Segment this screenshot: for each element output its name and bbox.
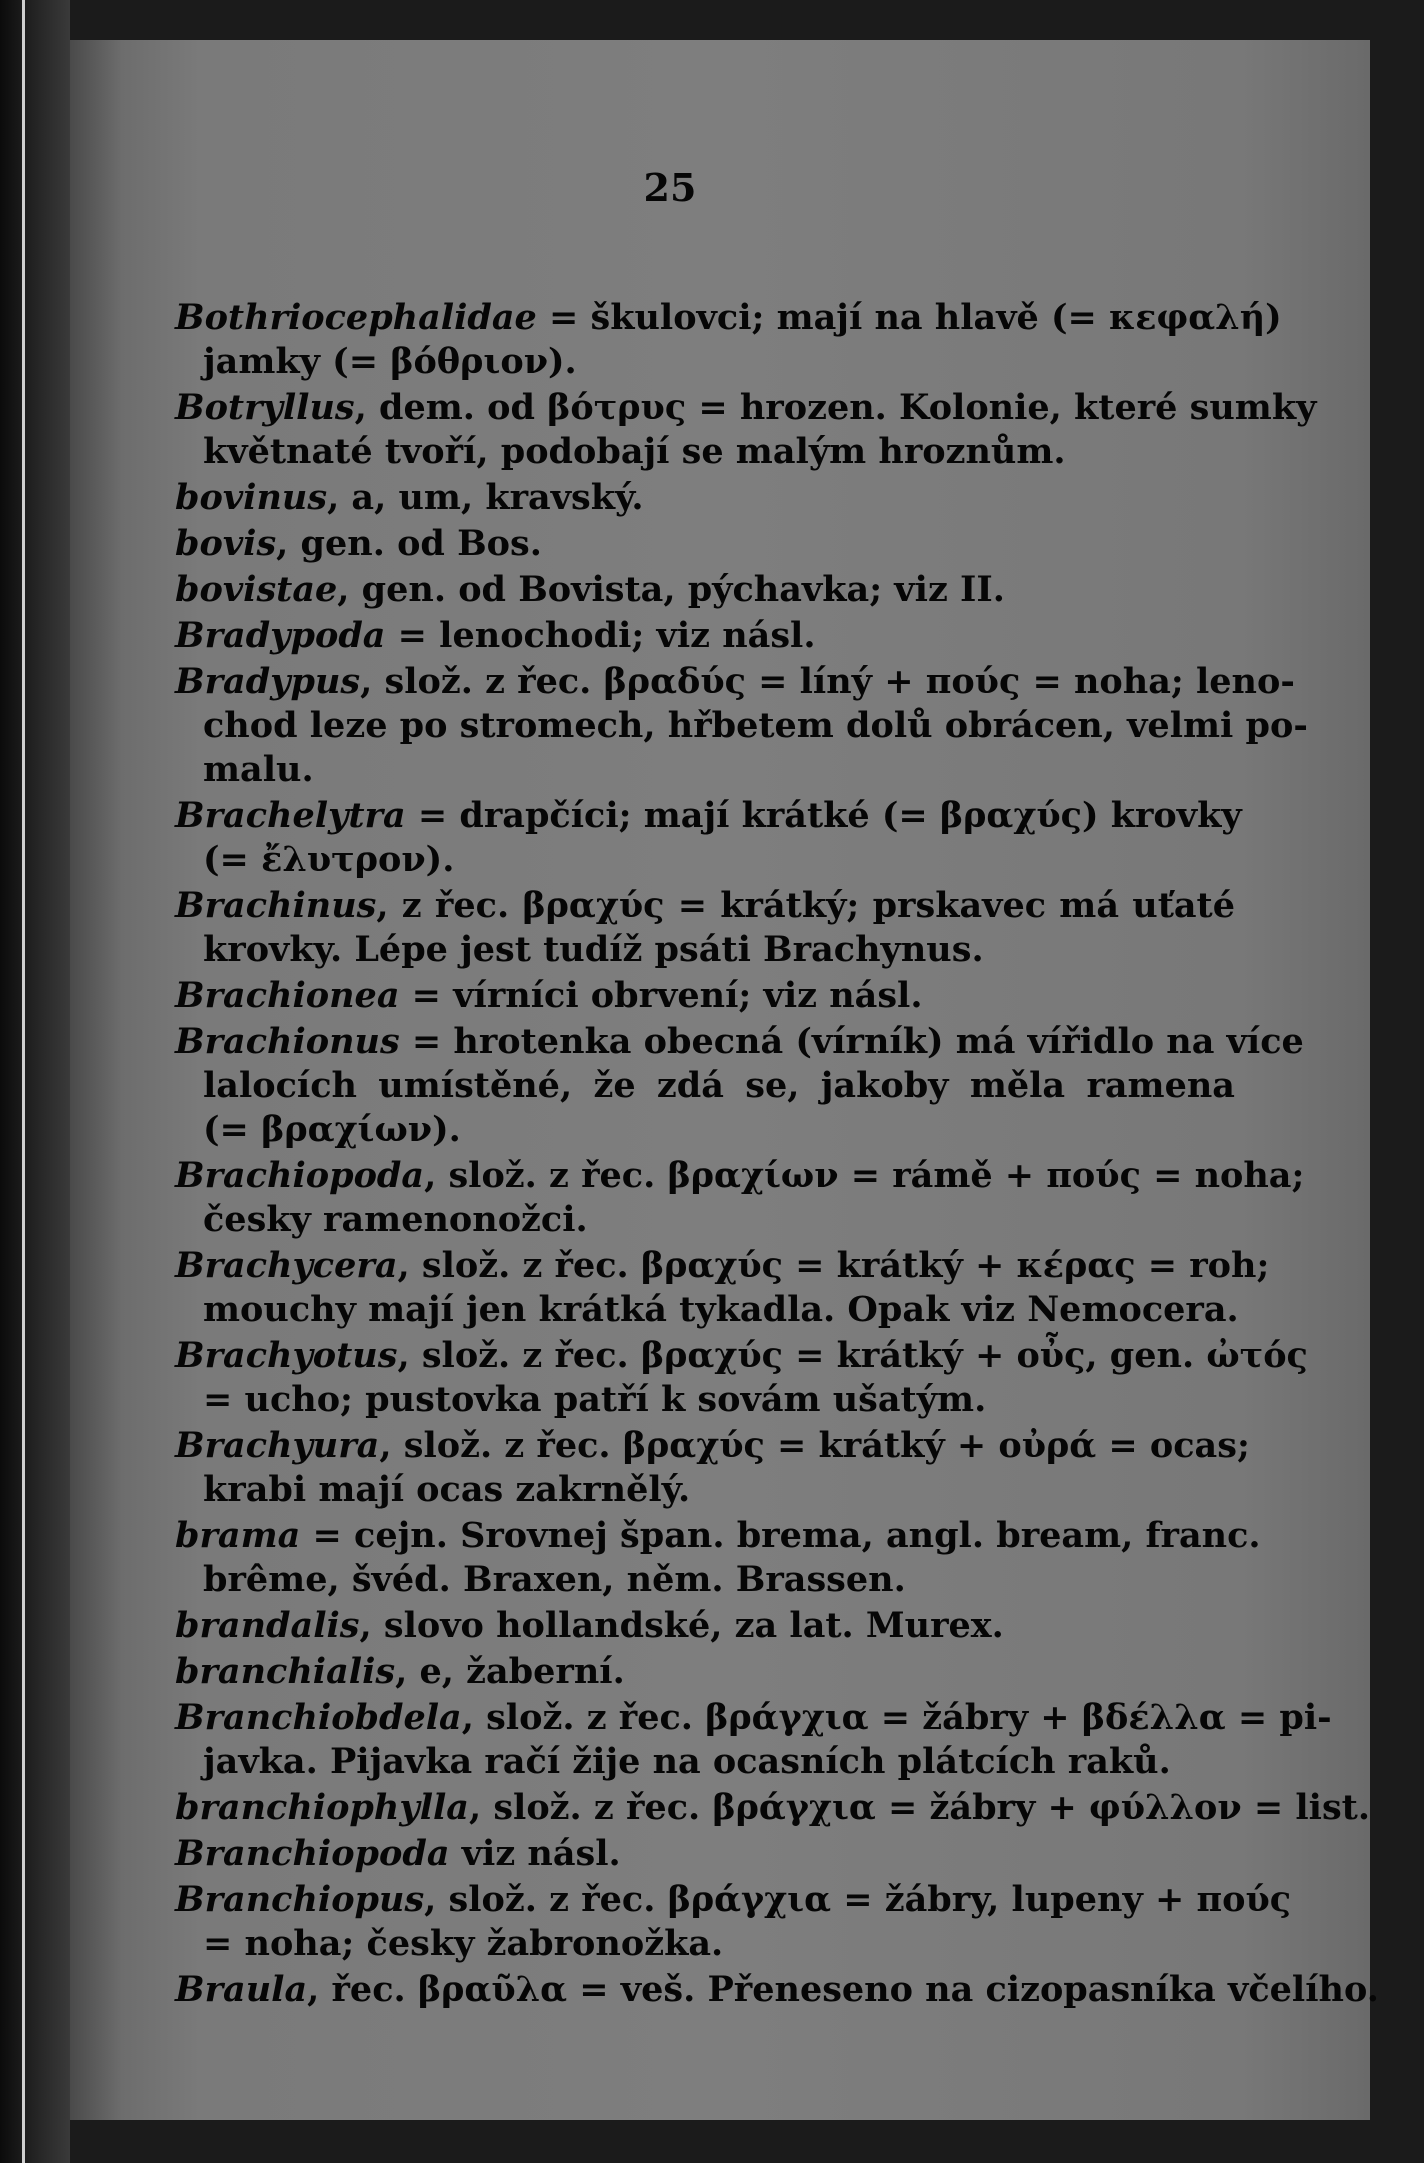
- entry-line: bovinus, a, um, kravský.: [175, 477, 644, 518]
- entry-line: Brachyotus, slož. z řec. βραχύς = krátký + οὖς, gen. ὠτός: [175, 1335, 1308, 1376]
- entry-line: Braula, řec. βραῦλα = veš. Přeneseno na cizopasníka včelího.: [175, 1969, 1379, 2010]
- dictionary-entry: [175, 1696, 1332, 1784]
- dictionary-entry: [175, 974, 1235, 1018]
- entry-headword: Bradypoda: [175, 615, 386, 656]
- dictionary-entry: [175, 1424, 1250, 1512]
- entry-line: Bradypus, slož. z řec. βραδύς = líný + πούς = noha; leno-: [175, 661, 1295, 702]
- entry-headword: brama: [175, 1515, 301, 1556]
- entry-headword: Brachelytra: [175, 795, 406, 836]
- dictionary-entry: [175, 1650, 1235, 1694]
- entry-line: Brachiopoda, slož. z řec. βραχίων = rámě + πούς = noha;: [175, 1155, 1305, 1196]
- dictionary-entry: [175, 1154, 1305, 1242]
- book-spine: [0, 0, 70, 2163]
- entry-headword: Bradypus: [175, 661, 361, 702]
- entry-line: Branchiobdela, slož. z řec. βράγχια = žábry + βδέλλα = pi-: [175, 1697, 1332, 1738]
- entry-line: = noha; česky žabronožka.: [203, 1923, 724, 1964]
- entry-line: branchialis, e, žaberní.: [175, 1651, 625, 1692]
- dictionary-entry: [175, 1334, 1308, 1422]
- entry-line: Bothriocephalidae = škulovci; mají na hlavě (= κεφαλή): [175, 297, 1282, 338]
- entry-headword: Bothriocephalidae: [175, 297, 537, 338]
- entry-line: brême, švéd. Braxen, něm. Brassen.: [203, 1559, 906, 1600]
- entry-headword: Brachiopoda: [175, 1155, 425, 1196]
- entry-headword: Branchiobdela: [175, 1697, 462, 1738]
- entry-line: malu.: [203, 749, 314, 790]
- entry-line: Botryllus, dem. od βότρυς = hrozen. Kolonie, které sumky: [175, 387, 1317, 428]
- entry-headword: Brachionea: [175, 975, 400, 1016]
- entry-headword: branchiophylla: [175, 1787, 469, 1828]
- entry-headword: bovinus: [175, 477, 328, 518]
- dictionary-entry: [175, 1514, 1261, 1602]
- entry-headword: brandalis: [175, 1605, 360, 1646]
- entry-line: květnaté tvoří, podobají se malým hroznům.: [203, 431, 1066, 472]
- entry-line: bovistae, gen. od Bovista, pýchavka; viz II.: [175, 569, 1005, 610]
- entry-line: Brachyura, slož. z řec. βραχύς = krátký + οὐρά = ocas;: [175, 1425, 1250, 1466]
- entry-headword: Brachionus: [175, 1021, 400, 1062]
- entry-line: mouchy mají jen krátká tykadla. Opak viz Nemocera.: [203, 1289, 1239, 1330]
- dictionary-entry: [175, 884, 1235, 972]
- entry-line: Bradypoda = lenochodi; viz násl.: [175, 615, 816, 656]
- entry-line: lalocích umístěné, že zdá se, jakoby měla ramena: [203, 1065, 1235, 1106]
- entry-headword: bovistae: [175, 569, 338, 610]
- entry-line: krabi mají ocas zakrnělý.: [203, 1469, 691, 1510]
- dictionary-entries: [175, 296, 1379, 2014]
- entry-headword: bovis: [175, 523, 277, 564]
- entry-line: branchiophylla, slož. z řec. βράγχια = žábry + φύλλον = list.: [175, 1787, 1371, 1828]
- book-page: [70, 40, 1379, 2120]
- entry-line: jamky (= βόθριον).: [203, 341, 577, 382]
- dictionary-entry: [175, 386, 1317, 474]
- dictionary-entry: [175, 1878, 1292, 1966]
- entry-line: Brachycera, slož. z řec. βραχύς = krátký + κέρας = roh;: [175, 1245, 1270, 1286]
- dictionary-entry: [175, 660, 1308, 792]
- entry-line: (= βραχίων).: [203, 1109, 461, 1150]
- entry-headword: Brachinus: [175, 885, 377, 926]
- entry-line: bovis, gen. od Bos.: [175, 523, 542, 564]
- entry-headword: Branchiopus: [175, 1879, 425, 1920]
- entry-line: chod leze po stromech, hřbetem dolů obrácen, velmi po-: [203, 705, 1308, 746]
- entry-line: krovky. Lépe jest tudíž psáti Brachynus.: [203, 929, 984, 970]
- entry-line: (= ἔλυτρον).: [203, 839, 455, 880]
- entry-line: Brachelytra = drapčíci; mají krátké (= βραχύς) krovky: [175, 795, 1242, 836]
- dictionary-entry: [175, 296, 1282, 384]
- entry-headword: Botryllus: [175, 387, 355, 428]
- entry-headword: Brachyura: [175, 1425, 380, 1466]
- entry-line: brama = cejn. Srovnej špan. brema, angl. bream, franc.: [175, 1515, 1261, 1556]
- entry-line: Brachinus, z řec. βραχύς = krátký; prskavec má uťaté: [175, 885, 1235, 926]
- dictionary-entry: [175, 1832, 1235, 1876]
- dictionary-entry: [175, 614, 1235, 658]
- entry-line: javka. Pijavka račí žije na ocasních plátcích raků.: [203, 1741, 1171, 1782]
- entry-headword: branchialis: [175, 1651, 396, 1692]
- entry-headword: Branchiopoda: [175, 1833, 450, 1874]
- dictionary-entry: [175, 522, 1235, 566]
- spine-edge-line: [22, 0, 25, 2163]
- entry-headword: Brachycera: [175, 1245, 398, 1286]
- page-number: 25: [643, 165, 697, 210]
- entry-line: = ucho; pustovka patří k sovám ušatým.: [203, 1379, 987, 1420]
- entry-line: brandalis, slovo hollandské, za lat. Murex.: [175, 1605, 1004, 1646]
- dictionary-entry: [175, 794, 1242, 882]
- dictionary-entry: [175, 1786, 1371, 1830]
- dictionary-entry: [175, 1244, 1270, 1332]
- entry-line: česky ramenonožci.: [203, 1199, 588, 1240]
- dictionary-entry: [175, 1604, 1235, 1648]
- entry-line: Branchiopus, slož. z řec. βράγχια = žábry, lupeny + πούς: [175, 1879, 1292, 1920]
- dictionary-entry: [175, 476, 1235, 520]
- entry-line: Branchiopoda viz násl.: [175, 1833, 621, 1874]
- entry-headword: Brachyotus: [175, 1335, 398, 1376]
- entry-headword: Braula: [175, 1969, 308, 2010]
- dictionary-entry: [175, 1020, 1304, 1152]
- entry-line: Brachionus = hrotenka obecná (vírník) má vířidlo na více: [175, 1021, 1304, 1062]
- entry-line: Brachionea = vírníci obrvení; viz násl.: [175, 975, 923, 1016]
- dictionary-entry: [175, 568, 1235, 612]
- dictionary-entry: [175, 1968, 1379, 2012]
